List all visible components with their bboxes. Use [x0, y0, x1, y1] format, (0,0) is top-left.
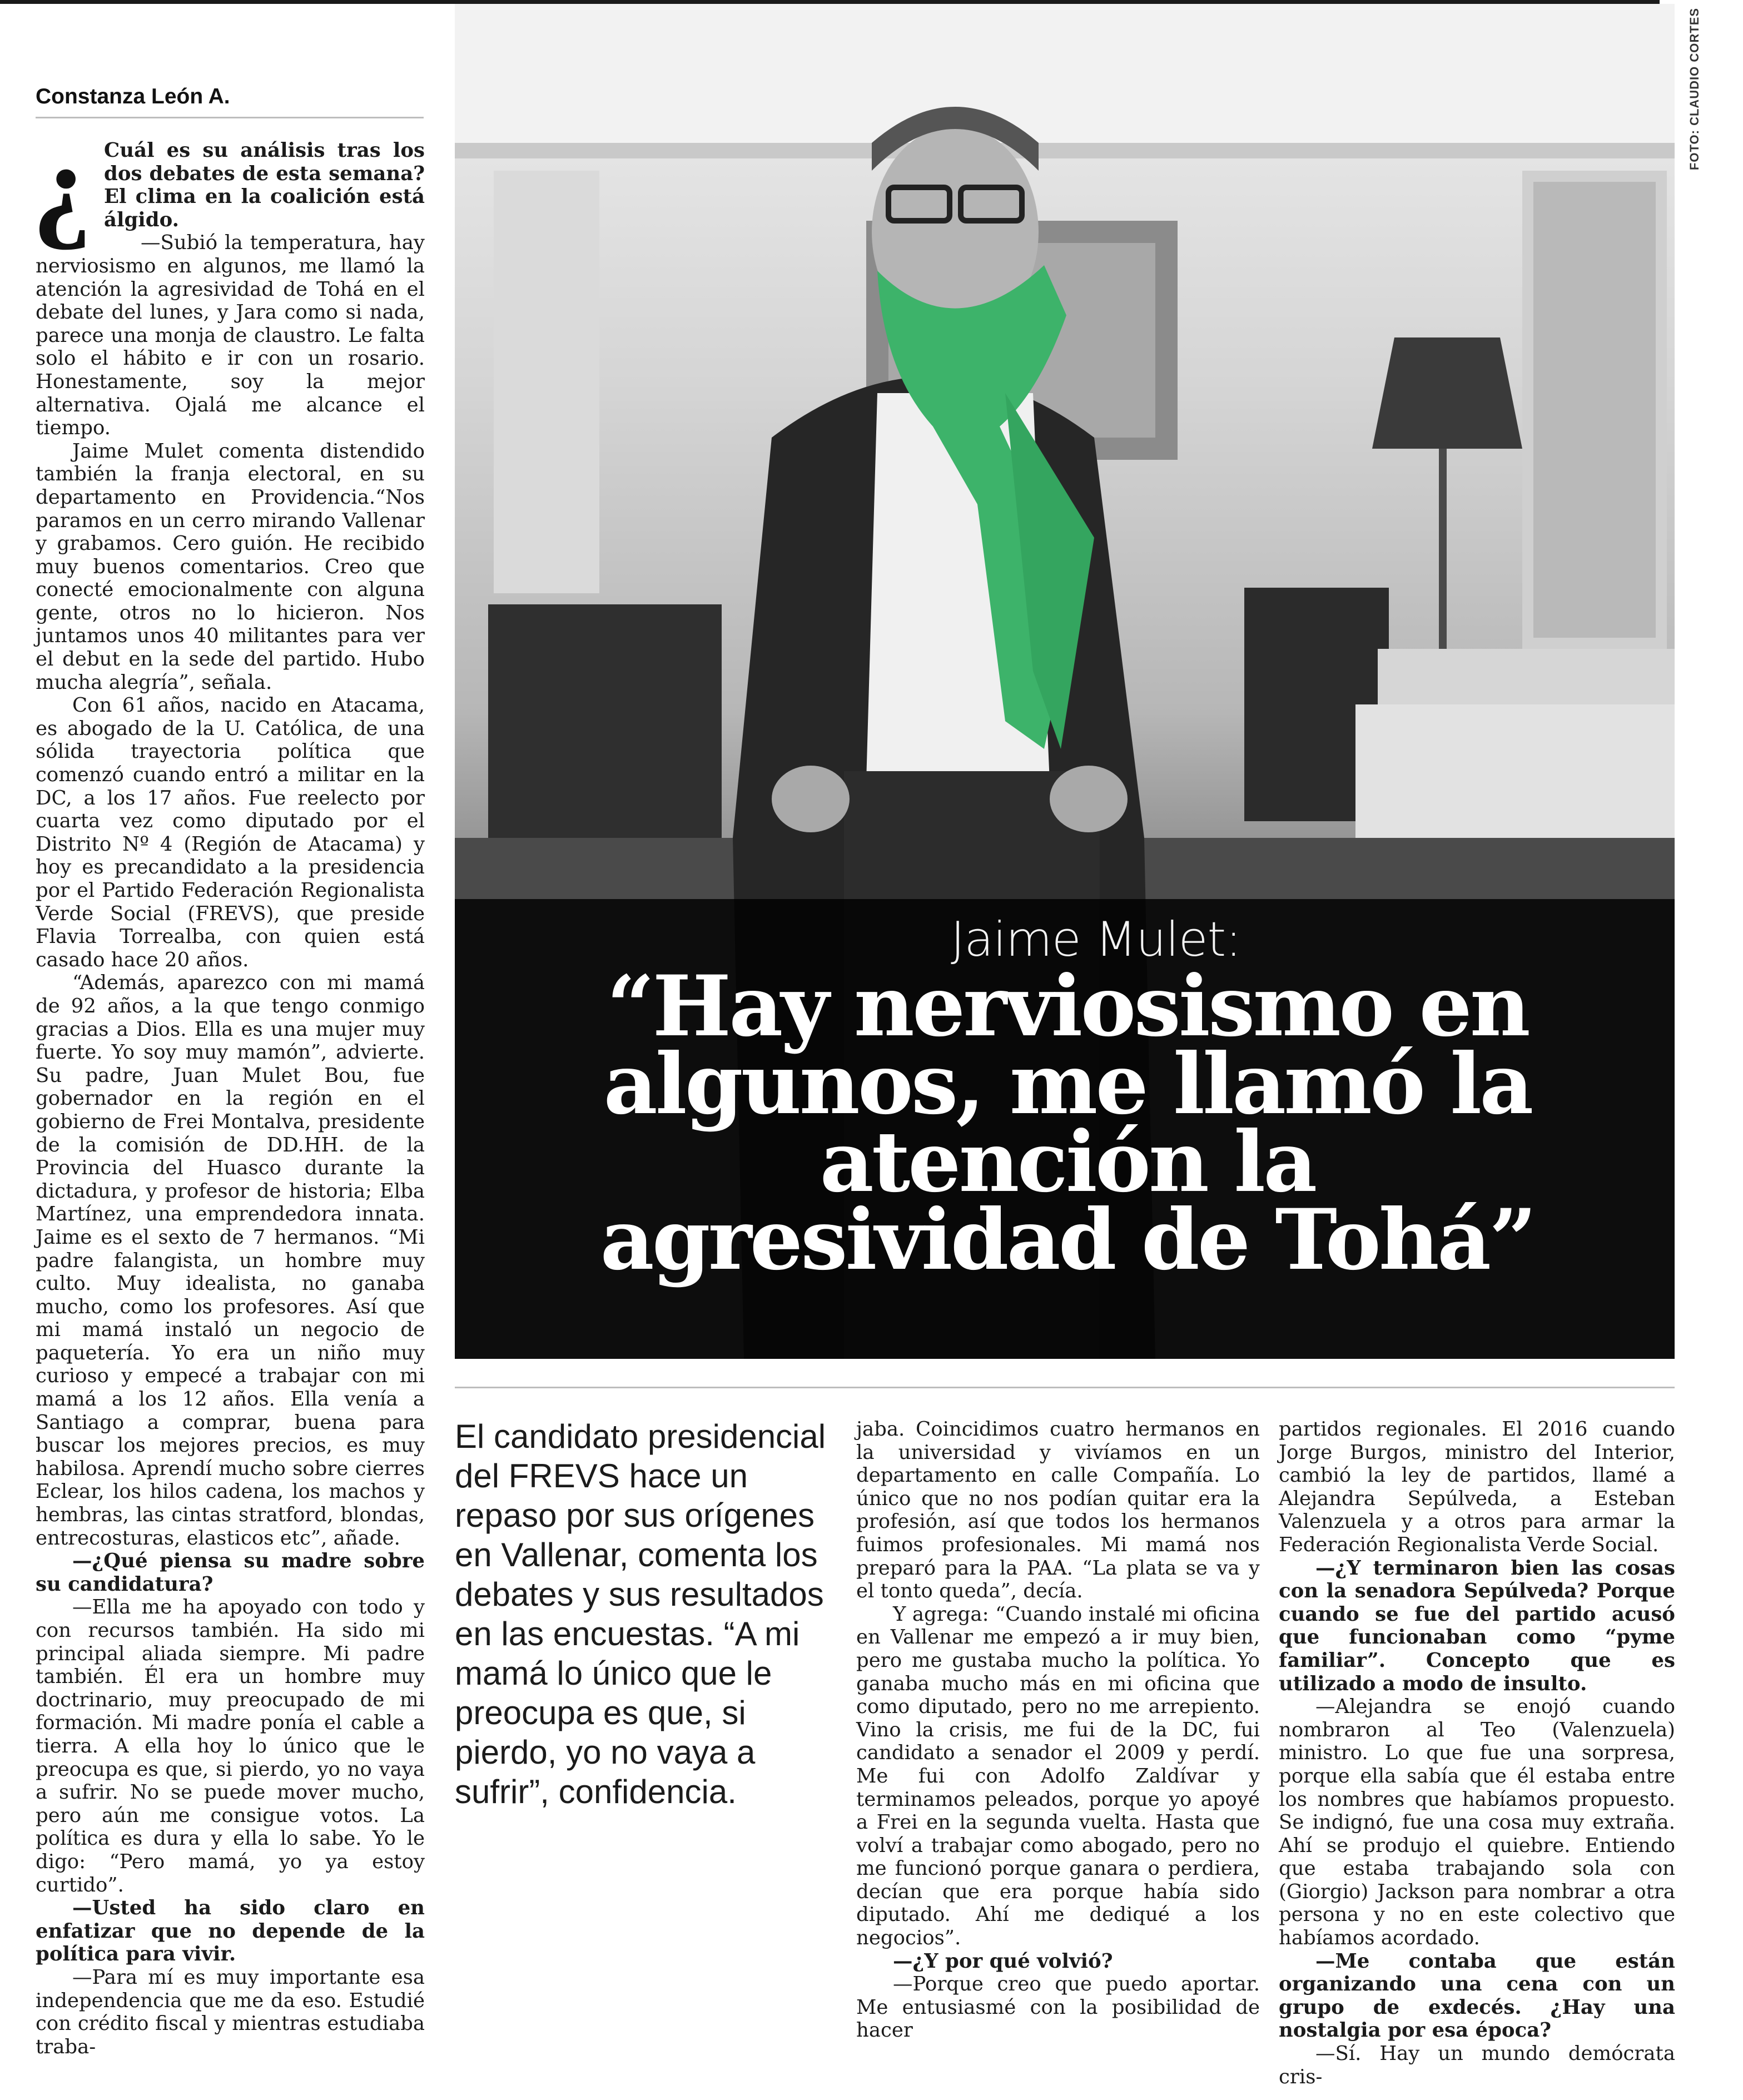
portrait-photo	[455, 4, 1675, 1359]
top-rule	[0, 0, 1660, 4]
answer-c1: —Alejandra se enojó cuando nombraron al Teo (Valenzuela) ministro. Lo que fue una sorpresa, porque ella sabía que él estaba entre los nombres que habíamos propuesto. Se indignó, fue una cosa muy extraña. Ahí se produjo el quiebre. Entiendo que estaba trabajando sola con (Giorgio) Jackson para nombrar a otra persona y no en este colectivo que habíamos acordado.	[1279, 1695, 1675, 1950]
answer-2: —Ella me ha apoyado con todo y con recursos también. Ha sido mi principal aliada siempre. Mi padre también. Él era un hombre muy doctrinario, muy preocupado de mi formación. Mi madre ponía el cable a tierra. A ella hoy lo único que le preocupa es que, si pierdo, yo no vaya a sufrir. No se puede mover mucho, pero aún me consigue votos. La política es dura y ella lo sabe. Yo le digo: “Pero mamá, yo ya estoy curtido”.	[36, 1596, 425, 1897]
answer-3: —Para mí es muy importante esa independencia que me da eso. Estudié con crédito fiscal y mientras estudiaba traba-	[36, 1965, 425, 2058]
paragraph-3: Con 61 años, nacido en Atacama, es abogado de la U. Católica, de una sólida trayectoria política que comenzó cuando entró a militar en la DC, a los 17 años. Fue reelecto por cuarta vez como diputado por el Distrito Nº 4 (Región de Atacama) y hoy es precandidato a la presidencia por el Partido Federación Regionalista Verde Social (FREVS), que preside Flavia Torrealba, con quien está casado hace 20 años.	[36, 694, 425, 971]
article-column-right	[1279, 1418, 1675, 2088]
paragraph-4: “Además, aparezco con mi mamá de 92 años, a la que tengo conmigo gracias a Dios. Ella es una mujer muy fuerte. Yo soy muy mamón”, advierte. Su padre, Juan Mulet Bou, fue gobernador en la región en el gobierno de Frei Montalva, presidente de la comisión de DD.HH. de la Provincia del Huasco durante la dictadura, y profesor de historia; Elba Martínez, una emprendedora innata. Jaime es el sexto de 7 hermanos. “Mi padre falangista, un hombre muy culto. Muy idealista, no ganaba mucho, como los profesores. Así que mi mamá instaló un negocio de paquetería. Yo era un niño muy curioso y empecé a trabajar con mi mamá a los 12 años. Ella venía a Santiago a comprar, buena para buscar los mejores precios, es muy habilosa. Aprendí mucho sobre cierres Eclear, los hilos cadena, los machos y hembras, las cintas stratford, blondas, entrecosturas, elasticos etc”, añade.	[36, 971, 425, 1550]
question-3: —Usted ha sido claro en enfatizar que no depende de la política para vivir.	[36, 1897, 425, 1966]
photo-credit	[1684, 6, 1706, 172]
question-2: —¿Qué piensa su madre sobre su candidatura?	[36, 1550, 425, 1596]
interviewee-name: Jaime Mulet:	[951, 912, 1242, 967]
drop-cap: ¿	[32, 120, 92, 251]
answer-b1: —Porque creo que puedo aportar. Me entusiasmé con la posibilidad de hacer	[856, 1973, 1260, 2042]
byline: Constanza León A.	[36, 85, 230, 108]
paragraph-2: Jaime Mulet comenta distendido también la franja electoral, en su departamento en Providencia.“Nos paramos en un cerro mirando Vallenar y grabamos. Cero guión. He recibido muy buenos comentarios. Creo que conecté emocionalmente con alguna gente, otros no lo hicieron. Nos juntamos unos 40 militantes para ver el debut en la sede del partido. Hubo mucha alegría”, señala.	[36, 439, 425, 694]
standfirst: El candidato presidencial del FREVS hace un repaso por sus orígenes en Vallenar, comenta los debates y sus resultados en las encuestas. “A mi mamá lo único que le preocupa es que, si pierdo, yo no vaya a sufrir”, confidencia.	[455, 1418, 826, 1810]
article-column-middle	[856, 1418, 1260, 2042]
paragraph-b1: jaba. Coincidimos cuatro hermanos en la universidad y vivíamos en un departamento en calle Compañía. Lo único que no nos podían quitar era la profesión, así que todos los hermanos fuimos profesionales. Mi mamá nos preparó para la PAA. “La plata se va y el tonto queda”, decía.	[856, 1418, 1260, 1603]
article-column-left	[32, 120, 425, 2058]
answer-1: —Subió la temperatura, hay nerviosismo en algunos, me llamó la atención la agresividad de Tohá en el debate del lunes, y Jara como si nada, parece una monja de claustro. Le falta solo el hábito e ir con un rosario. Honestamente, soy la mejor alternativa. Ojalá me alcance el tiempo.	[36, 231, 425, 440]
question-1: Cuál es su análisis tras los dos debates de esta semana? El clima en la coalición está álgido.	[104, 139, 425, 231]
paragraph-b2: Y agrega: “Cuando instalé mi oficina en Vallenar me empezó a ir muy bien, pero me gustaba mucho la política. Yo ganaba mucho más en mi oficina que como diputado, pero no me arrepiento. Vino la crisis, me fui de la DC, fui candidato a senador el 2009 y perdí. Me fui con Adolfo Zaldívar y terminamos peleados, porque yo apoyé a Frei en la segunda vuelta. Hasta que volví a trabajar como abogado, pero no me funcionó porque ganara o perdiera, decían que era porque había sido diputado. Ahí me dediqué a los negocios”.	[856, 1602, 1260, 1950]
question-c1: —¿Y terminaron bien las cosas con la senadora Sepúlveda? Porque cuando se fue del partido acusó que funcionaban como “pyme familiar”. Concepto que es utilizado a modo de insulto.	[1279, 1556, 1675, 1695]
photo-credit-text: FOTO: CLAUDIO CORTES	[1687, 7, 1701, 171]
section-divider	[455, 1387, 1675, 1388]
paragraph-c1: partidos regionales. El 2016 cuando Jorge Burgos, ministro del Interior, cambió la ley de partidos, llamé a Alejandra Sepúlveda, a Esteban Valenzuela y a otros para armar la Federación Regionalista Verde Social.	[1279, 1418, 1675, 1556]
question-c2: —Me contaba que están organizando una cena con un grupo de exdecés. ¿Hay una nostalgia por esa época?	[1279, 1949, 1675, 2042]
headline-quote: “Hay nerviosismo en algunos, me llamó la atención la agresividad de Tohá”	[600, 957, 1535, 1289]
byline-divider	[36, 117, 424, 118]
answer-c2: —Sí. Hay un mundo demócrata cris-	[1279, 2042, 1675, 2088]
question-b1: —¿Y por qué volvió?	[893, 1949, 1113, 1973]
